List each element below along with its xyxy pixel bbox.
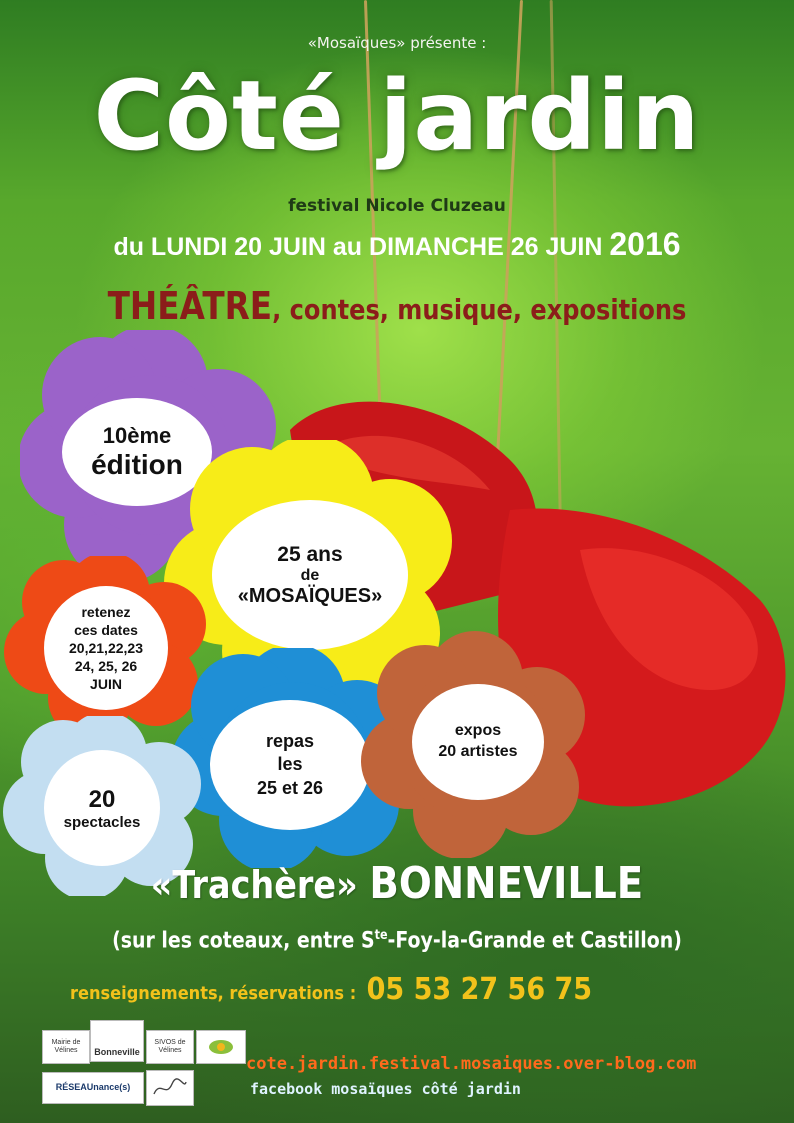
exhibitions-line1: expos bbox=[454, 722, 502, 740]
logo-signature bbox=[146, 1070, 194, 1106]
program-line bbox=[56, 284, 739, 328]
booking-line bbox=[70, 972, 682, 1007]
signature-emblem-icon bbox=[150, 1076, 190, 1100]
directions-sup: te bbox=[374, 928, 388, 943]
logo-mairie-velines bbox=[42, 1030, 90, 1064]
meals-line2: les bbox=[277, 754, 303, 775]
dates-year: 2016 bbox=[609, 226, 681, 262]
meals-line3: 25 et 26 bbox=[256, 777, 324, 798]
save-dates-line5: JUIN bbox=[90, 676, 122, 693]
directions-before: (sur les coteaux, entre S bbox=[112, 928, 375, 954]
logo-sivos-text: SIVOS de Vélines bbox=[154, 1039, 186, 1054]
edition-line2: édition bbox=[91, 449, 183, 480]
save-dates-line2: ces dates bbox=[74, 621, 138, 638]
booking-phone[interactable]: 05 53 27 56 75 bbox=[366, 972, 593, 1007]
shows-line1: 20 bbox=[88, 785, 116, 813]
logo-reseaunance bbox=[42, 1072, 144, 1104]
program-theatre: THÉÂTRE bbox=[107, 284, 273, 328]
shows-line2: spectacles bbox=[63, 813, 141, 831]
venue-line bbox=[48, 858, 747, 909]
directions-after: -Foy-la-Grande et Castillon) bbox=[387, 928, 682, 954]
community-emblem-icon bbox=[206, 1037, 236, 1057]
flower-shows bbox=[44, 750, 160, 866]
exhibitions-line2: 20 artistes bbox=[438, 743, 518, 760]
flower-save-dates bbox=[44, 586, 168, 710]
festival-dates bbox=[0, 226, 794, 263]
flower-exhibitions bbox=[412, 684, 544, 800]
facebook-link[interactable]: facebook mosaïques côté jardin bbox=[250, 1080, 521, 1098]
anniversary-line3: «MOSAÏQUES» bbox=[237, 584, 383, 607]
meals-line1: repas bbox=[265, 730, 315, 751]
anniversary-line1: 25 ans bbox=[277, 542, 343, 566]
logo-bonneville-text: Bonneville bbox=[94, 1047, 140, 1058]
flower-meals bbox=[210, 700, 370, 830]
venue-name: «Trachère» bbox=[150, 863, 358, 907]
logo-mairie-text: Mairie de Vélines bbox=[51, 1039, 81, 1054]
logo-community bbox=[196, 1030, 246, 1064]
save-dates-line1: retenez bbox=[81, 603, 131, 620]
booking-label: renseignements, réservations : bbox=[70, 983, 357, 1004]
poster-title: Côté jardin bbox=[93, 60, 701, 172]
logo-bonneville bbox=[90, 1020, 144, 1062]
edition-line1: 10ème bbox=[102, 423, 172, 448]
program-rest: , contes, musique, expositions bbox=[272, 293, 687, 326]
blog-link[interactable]: cote.jardin.festival.mosaiques.over-blog.com bbox=[246, 1054, 697, 1074]
logo-reseaunance-text: RÉSEAUnance(s) bbox=[55, 1082, 131, 1093]
save-dates-line3: 20,21,22,23 bbox=[69, 639, 143, 656]
presenter-line: «Mosaïques» présente : bbox=[307, 34, 487, 52]
venue-town: BONNEVILLE bbox=[369, 858, 644, 909]
logo-sivos-velines bbox=[146, 1030, 194, 1064]
festival-name: festival Nicole Cluzeau bbox=[288, 196, 506, 216]
dates-text: du LUNDI 20 JUIN au DIMANCHE 26 JUIN bbox=[113, 233, 603, 261]
save-dates-line4: 24, 25, 26 bbox=[74, 658, 138, 675]
venue-directions bbox=[56, 928, 739, 953]
anniversary-line2: de bbox=[300, 566, 320, 584]
